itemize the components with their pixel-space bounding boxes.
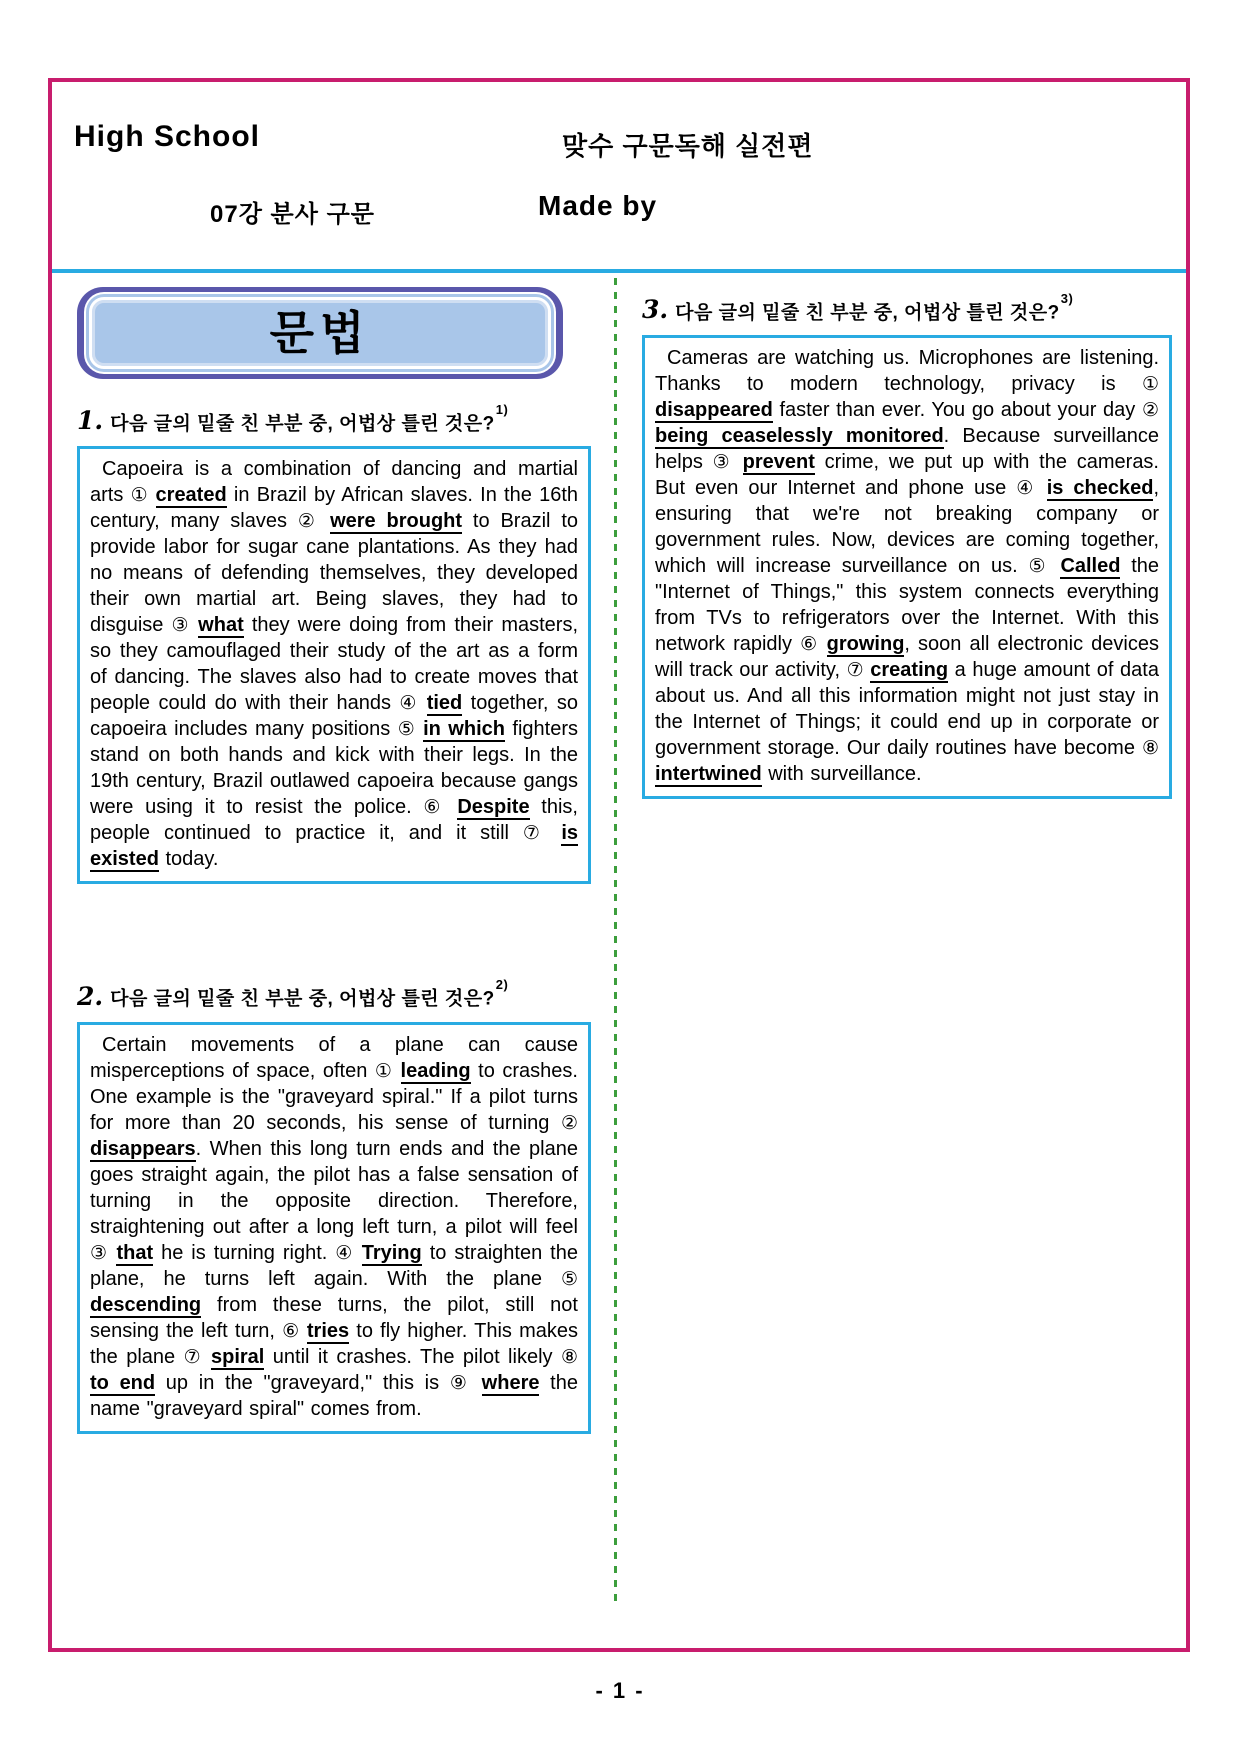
underlined-choice: Trying <box>361 1241 422 1264</box>
underlined-choice: Called <box>1060 555 1121 578</box>
passage-plain-text: faster than ever. You go about your day <box>772 399 1142 422</box>
underlined-choice: being ceaselessly monitored <box>655 425 944 448</box>
footnote-ref: 3) <box>1060 291 1074 306</box>
circled-number-marker: ⑤ <box>560 1267 578 1290</box>
question-prompt: 다음 글의 밑줄 친 부분 중, 어법상 틀린 것은?$^{1)}$ <box>110 402 509 435</box>
circled-number-marker: ⑤ <box>1028 555 1050 578</box>
circled-number-marker: ⑥ <box>423 796 446 819</box>
passage-text <box>90 456 578 872</box>
underlined-choice: intertwined <box>655 763 762 786</box>
question-header <box>77 402 591 437</box>
underlined-choice: that <box>116 1241 154 1264</box>
passage-text <box>90 1032 578 1422</box>
passage-plain-text: Capoeira is a combination of dancing and martial arts <box>90 458 578 507</box>
passage-plain-text: until it crashes. The pilot likely <box>264 1345 561 1368</box>
question-block-1 <box>77 402 591 884</box>
passage-box <box>642 335 1172 799</box>
underlined-choice: to end <box>90 1371 156 1394</box>
question-block-3 <box>642 291 1172 799</box>
passage-plain-text: to fly higher. This makes the plane <box>90 1319 578 1368</box>
passage-plain-text: crime, we put up with the cameras. But even our Internet and phone use <box>655 451 1159 500</box>
passage-plain-text: in Brazil by African slaves. In the 16th century, many slaves <box>90 484 579 533</box>
underlined-choice: Despite <box>457 796 530 819</box>
column-divider <box>614 278 617 1608</box>
underlined-choice: disappeared <box>655 399 773 422</box>
question-prompt: 다음 글의 밑줄 친 부분 중, 어법상 틀린 것은?$^{3)}$ <box>675 291 1074 324</box>
circled-number-marker: ④ <box>335 1241 354 1264</box>
circled-number-marker: ⑥ <box>800 633 819 656</box>
underlined-choice: where <box>481 1371 540 1394</box>
circled-number-marker: ⑧ <box>1141 737 1159 760</box>
circled-number-marker: ⑥ <box>282 1319 300 1342</box>
underlined-choice: descending <box>90 1293 202 1316</box>
page-number-footer: - 1 - <box>595 1678 645 1703</box>
passage-plain-text: fighters stand on both hands and kick with their legs. In the 19th century, Brazil outlawed capoeira because gangs were using it to resist the police. <box>90 718 578 819</box>
header-lesson-title: 07강 분사 구문 <box>210 201 375 228</box>
passage-plain-text: , ensuring that we're not breaking company or government rules. Now, devices are coming together, which will increase surveillance on us. <box>655 477 1159 578</box>
right-column <box>642 291 1172 799</box>
grammar-badge-panel <box>89 297 551 369</box>
underlined-choice: growing <box>826 633 905 656</box>
underlined-choice: is existed <box>90 822 578 871</box>
underlined-choice: is checked <box>1046 477 1154 500</box>
header-series-title: 맞수 구문독해 실전편 <box>562 131 814 161</box>
underlined-choice: were brought <box>330 510 463 533</box>
question-number: 3. <box>642 295 669 325</box>
underlined-choice: creating <box>870 659 949 682</box>
underlined-choice: tries <box>306 1319 350 1342</box>
underlined-choice: tied <box>426 692 463 715</box>
passage-plain-text: they were doing from their masters, so they camouflaged their study of the art as a form of dancing. The slaves also had to create moves that people could do with their hands <box>90 614 578 715</box>
circled-number-marker: ② <box>1141 399 1159 422</box>
circled-number-marker: ④ <box>399 692 419 715</box>
passage-plain-text: this, people continued to practice it, and it still <box>90 796 578 845</box>
underlined-choice: leading <box>400 1059 471 1082</box>
circled-number-marker: ① <box>130 484 149 507</box>
grammar-section-badge <box>77 287 563 379</box>
circled-number-marker: ⑤ <box>397 718 416 741</box>
circled-number-marker: ② <box>297 510 320 533</box>
question-block-2 <box>77 977 591 1433</box>
circled-number-marker: ⑦ <box>183 1345 203 1368</box>
underlined-choice: disappears <box>90 1137 196 1160</box>
footnote-ref: 1) <box>495 402 509 417</box>
header-school-title: High School <box>74 120 260 153</box>
passage-plain-text: with surveillance. <box>761 763 922 786</box>
passage-plain-text: Cameras are watching us. Microphones are listening. Thanks to modern technology, privacy is <box>655 347 1159 396</box>
underlined-choice: in which <box>423 718 505 741</box>
question-prompt: 다음 글의 밑줄 친 부분 중, 어법상 틀린 것은?$^{2)}$ <box>110 977 509 1010</box>
underlined-choice: spiral <box>211 1345 265 1368</box>
passage-plain-text: the name "graveyard spiral" comes from. <box>90 1371 578 1420</box>
passage-box <box>77 1022 591 1434</box>
passage-plain-text: to crashes. One example is the "graveyard spiral." If a pilot turns for more than 20 seconds, his sense of turning <box>90 1059 578 1134</box>
passage-plain-text: , soon all electronic devices will track our activity, <box>655 633 1159 682</box>
question-number: 2. <box>77 981 104 1011</box>
passage-plain-text: to straighten the plane, he turns left again. With the plane <box>90 1241 578 1290</box>
circled-number-marker: ⑧ <box>560 1345 578 1368</box>
passage-plain-text: the "Internet of Things," this system connects everything from TVs to refrigerators over the Internet. With this network rapidly <box>655 555 1160 656</box>
circled-number-marker: ③ <box>171 614 191 637</box>
circled-number-marker: ⑦ <box>522 822 548 845</box>
left-column <box>77 287 591 1434</box>
passage-plain-text: a huge amount of data about us. And all this information might not just stay in the Internet of Things; it could end up in corporate or government storage. Our daily routines have become <box>655 659 1159 760</box>
worksheet-page <box>48 78 1190 1652</box>
question-number: 1. <box>77 406 104 436</box>
grammar-badge-label: 문법 <box>269 307 371 359</box>
passage-plain-text: from these turns, the pilot, still not sensing the left turn, <box>90 1293 578 1342</box>
passage-plain-text: Certain movements of a plane can cause misperceptions of space, often <box>90 1033 578 1082</box>
footnote-ref: 2) <box>495 977 509 993</box>
question-header <box>77 977 591 1012</box>
passage-plain-text: . When this long turn ends and the plane goes straight again, the pilot has a false sensation of turning in the opposite direction. Therefore, straightening out after a long left turn, a pilot will feel <box>90 1137 578 1238</box>
circled-number-marker: ⑨ <box>449 1371 471 1394</box>
question-header <box>642 291 1172 326</box>
passage-plain-text: he is turning right. <box>153 1241 336 1264</box>
content-top-rule <box>52 269 1186 273</box>
header-made-by-label: Made by <box>538 190 658 221</box>
passage-plain-text: to Brazil to provide labor for sugar cane plantations. As they had no means of defending themselves, they developed their own martial art. Being slaves, they had to disguise <box>90 510 578 637</box>
underlined-choice: what <box>198 614 244 637</box>
circled-number-marker: ① <box>374 1059 393 1082</box>
underlined-choice: prevent <box>742 451 815 474</box>
circled-number-marker: ③ <box>712 451 733 474</box>
circled-number-marker: ⑦ <box>846 659 864 682</box>
passage-text <box>655 345 1159 787</box>
passage-plain-text: today. <box>158 848 219 871</box>
underlined-choice: created <box>155 484 227 507</box>
circled-number-marker: ② <box>560 1111 578 1134</box>
circled-number-marker: ③ <box>90 1241 109 1264</box>
passage-plain-text: . Because surveillance helps <box>655 425 1160 474</box>
passage-plain-text: together, so capoeira includes many positions <box>90 692 578 741</box>
circled-number-marker: ④ <box>1016 477 1037 500</box>
circled-number-marker: ① <box>1141 373 1159 396</box>
passage-plain-text: up in the "graveyard," this is <box>155 1371 450 1394</box>
passage-box <box>77 446 591 884</box>
